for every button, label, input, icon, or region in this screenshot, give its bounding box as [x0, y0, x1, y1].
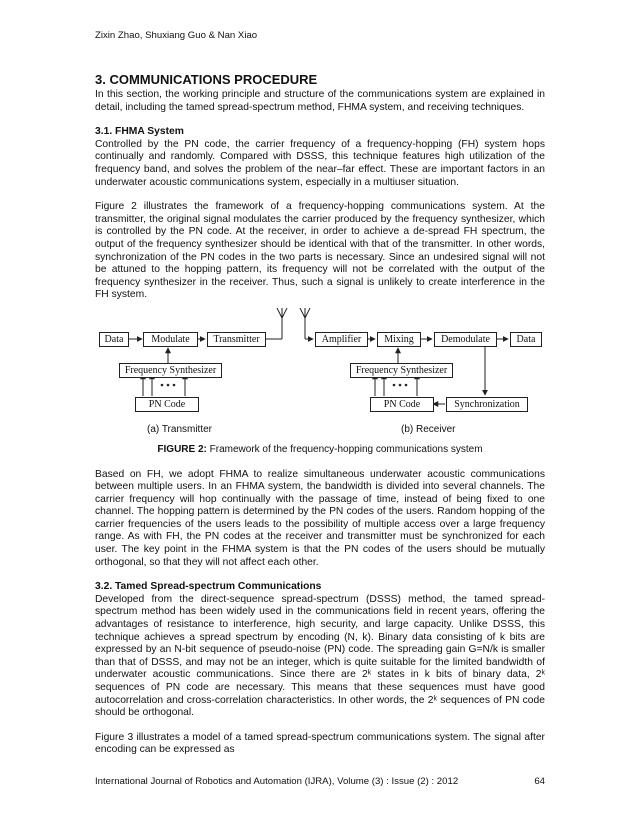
rx-amplifier-block: Amplifier: [315, 332, 368, 347]
rx-demodulate-block: Demodulate: [434, 332, 497, 347]
tx-synthesizer-block: Frequency Synthesizer: [119, 363, 222, 378]
body-column: [95, 72, 545, 757]
paragraph: Developed from the direct-sequence spread-spectrum (DSSS) method, the tamed spread-spectrum method has been widely used in the communications field in recent years, offering the advantages of resistance to interference, high security, and large capacity. Unlike DSSS, this technique achieves a spread spectrum by encoding (N, k). Binary data consisting of k bits are expressed by an N-bit sequence of pseudo-noise (PN) code. The spreading gain G=N/k is smaller than that of DSSS, and may not be an integer, which is quite suitable for the limited bandwidth of underwater acoustic communications. Since there are 2ᵏ states in k bits of binary data, 2ᵏ sequences of PN code are necessary. This means that these sequences must have good autocorrelation and cross-correlation characteristics. In other words, the 2ᵏ sequences of PN code should be orthogonal.: [95, 593, 545, 719]
subcaption-receiver: (b) Receiver: [401, 423, 456, 435]
tx-pn-code-block: PN Code: [135, 397, 199, 412]
rx-synchronization-block: Synchronization: [446, 397, 528, 412]
figure-caption-label: FIGURE 2:: [157, 443, 207, 455]
journal-citation: International Journal of Robotics and Automation (IJRA), Volume (3) : Issue (2) : 2012: [95, 776, 459, 787]
subsection-title-tamed: 3.2. Tamed Spread-spectrum Communications: [95, 581, 322, 593]
subcaption-transmitter: (a) Transmitter: [147, 423, 213, 435]
figure-caption-text: Framework of the frequency-hopping communications system: [206, 443, 483, 455]
rx-data-block: Data: [510, 332, 542, 347]
paragraph: Figure 2 illustrates the framework of a frequency-hopping communications system. At the transmitter, the original signal modulates the carrier produced by the frequency synthesizer, which is controlled by the PN code. At the receiver, in order to achieve a de-spread FH spectrum, the output of the frequency synthesizer should be identical with that of the transmitter. In other words, synchronization of the PN codes in the two parts is necessary. Since an undesired signal will not be attuned to the hopping pattern, its frequency will not be correlated with the output of the frequency synthesizer in the receiver. Thus, such a signal is unlikely to create interference in the FH system.: [95, 201, 545, 301]
paragraph: Based on FH, we adopt FHMA to realize simultaneous underwater acoustic communications between multiple users. In an FHMA system, the bandwidth is divided into several channels. The carrier frequency will hop continually with the passage of time, instead of being fixed to one channel. The hopping pattern is determined by the PN codes of the users. Random hopping of the carrier frequencies of the users leads to the possibility of multiple access over a large frequency range. As with FH, the PN codes at the receiver and transmitter must be synchronized for each user. The key point in the FHMA system is that the PN codes of the users should be mutually orthogonal, so that they will not affect each other.: [95, 468, 545, 568]
ellipsis-dots: [161, 384, 408, 387]
rx-pn-code-block: PN Code: [370, 397, 434, 412]
subsection-title-fhma: 3.1. FHMA System: [95, 126, 184, 138]
tx-data-block: Data: [99, 332, 129, 347]
section-intro: In this section, the working principle and structure of the communications system are explained in detail, including the tamed spread-spectrum method, FHMA system, and receiving techniques.: [95, 89, 545, 113]
section-title: 3. COMMUNICATIONS PROCEDURE: [95, 72, 318, 87]
rx-mixing-block: Mixing: [377, 332, 421, 347]
tx-modulate-block: Modulate: [143, 332, 198, 347]
rx-synthesizer-block: Frequency Synthesizer: [350, 363, 453, 378]
paragraph: Figure 3 illustrates a model of a tamed spread-spectrum communications system. The signal after encoding can be expressed as: [95, 731, 545, 756]
running-header: Zixin Zhao, Shuxiang Guo & Nan Xiao: [95, 30, 258, 41]
figure-caption: [95, 444, 545, 457]
paragraph: Controlled by the PN code, the carrier frequency of a frequency-hopping (FH) system hops continually and randomly. Compared with DSSS, this technique features high utilization of the frequency band, and solves the problem of the near–far effect. These are important factors in an underwater acoustic communications system, especially in a multiuser situation.: [95, 138, 545, 188]
page-number: 64: [534, 776, 545, 787]
figure-2: [95, 308, 545, 438]
tx-transmitter-block: Transmitter: [207, 332, 266, 347]
